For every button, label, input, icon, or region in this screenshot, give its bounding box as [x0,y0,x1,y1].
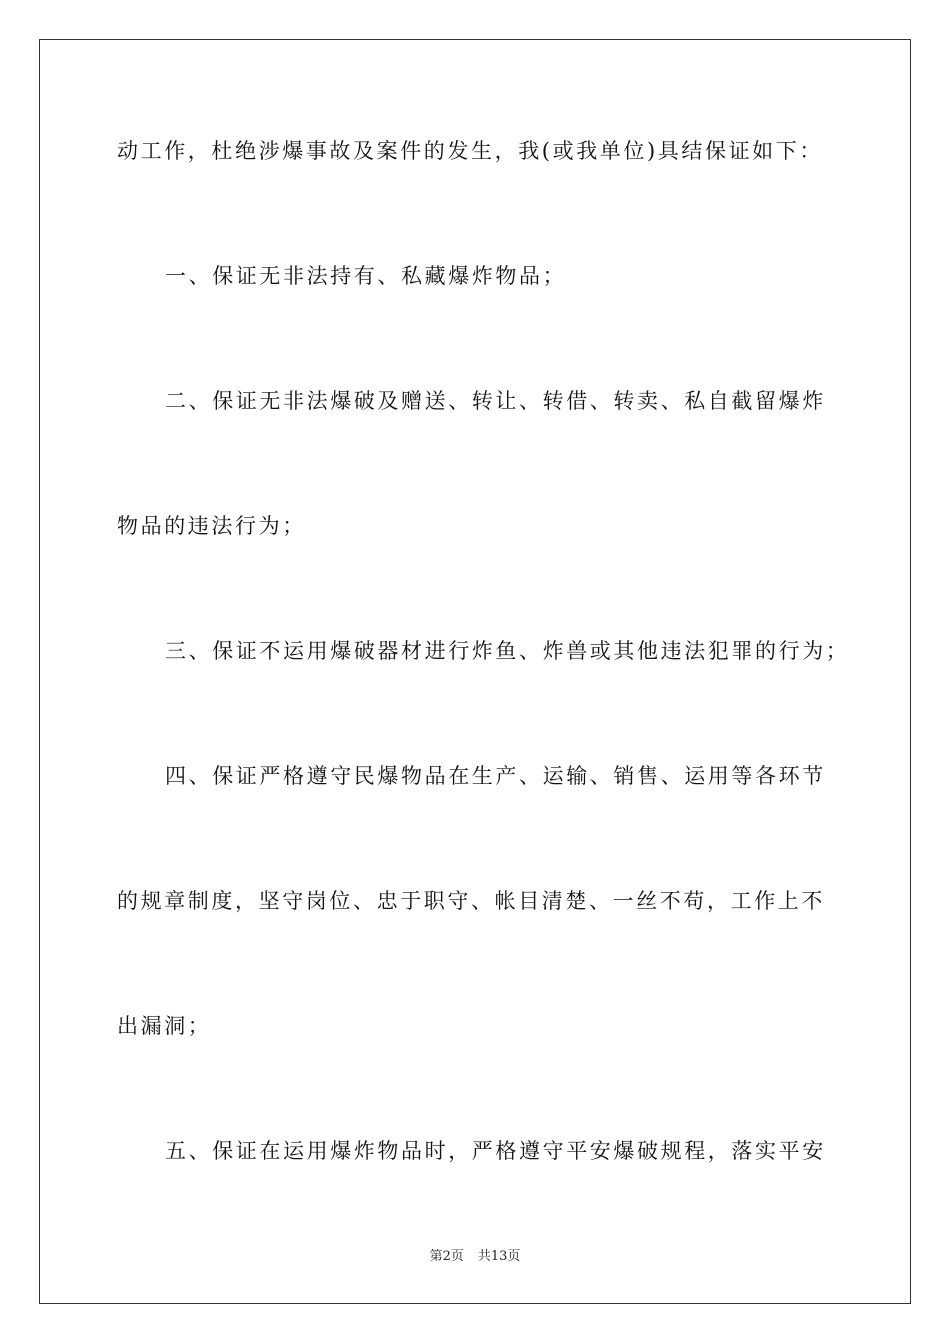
clause-2-continued: 物品的违法行为； [117,514,306,538]
page-border [39,39,911,1304]
clause-2: 二、保证无非法爆破及赠送、转让、转借、转卖、私自截留爆炸 [165,389,826,413]
clause-3: 三、保证不运用爆破器材进行炸鱼、炸兽或其他违法犯罪的行为； [165,639,850,663]
page-total: 共13页 [477,1249,521,1264]
clause-4: 四、保证严格遵守民爆物品在生产、运输、销售、运用等各环节 [165,764,826,788]
clause-1: 一、保证无非法持有、私藏爆炸物品； [165,264,567,288]
page-footer [0,1248,950,1266]
clause-4-continued: 的规章制度，坚守岗位、忠于职守、帐目清楚、一丝不苟，工作上不 [117,889,825,913]
clause-5: 五、保证在运用爆炸物品时，严格遵守平安爆破规程，落实平安 [165,1139,826,1163]
page-number: 第2页 [429,1249,464,1264]
body-line-1: 动工作，杜绝涉爆事故及案件的发生，我(或我单位)具结保证如下： [117,139,823,163]
clause-4-continued-2: 出漏洞； [117,1014,212,1038]
